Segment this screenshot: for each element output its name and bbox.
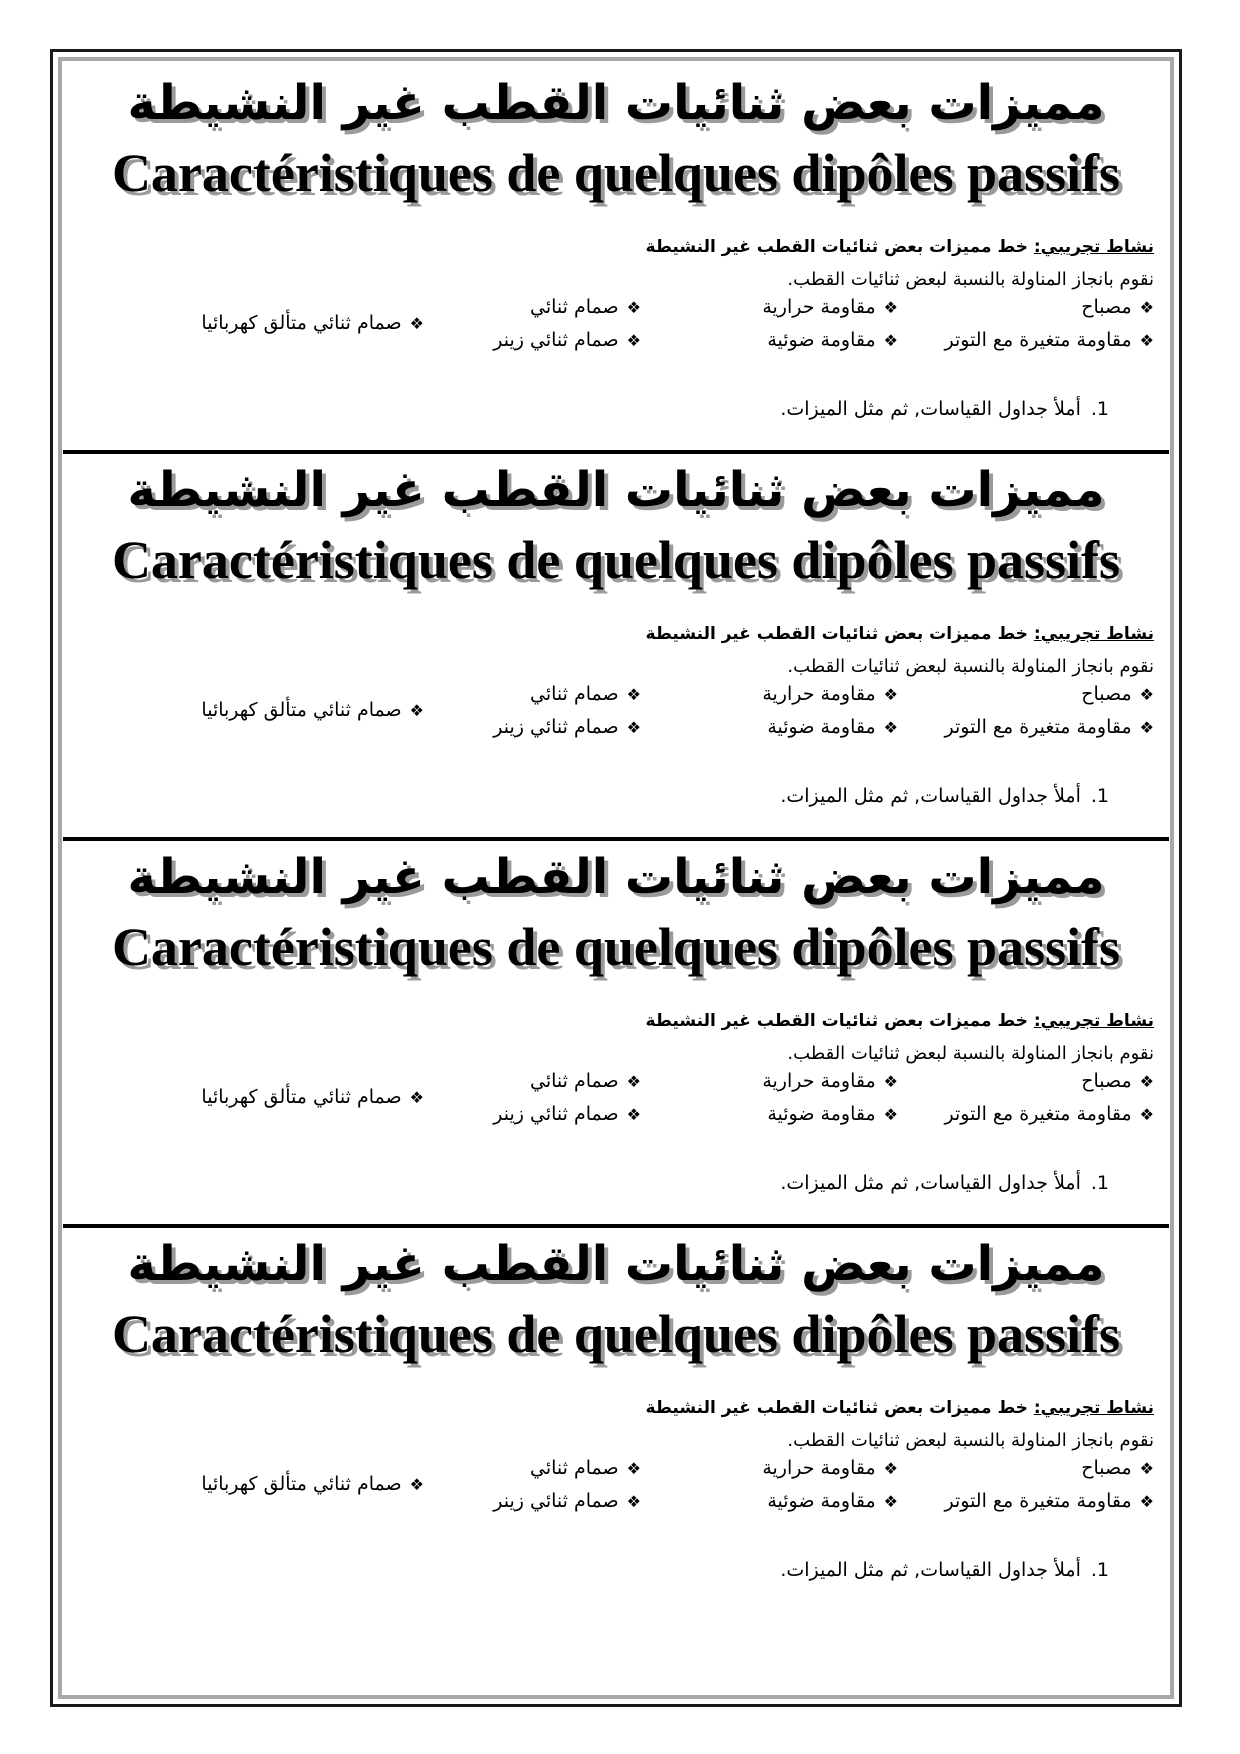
dipole-item-varistor: ❖مقاومة متغيرة مع التوتر bbox=[944, 329, 1154, 351]
dipole-item-lamp: ❖مصباح bbox=[1081, 1457, 1154, 1479]
diamond-bullet-icon: ❖ bbox=[1139, 331, 1154, 350]
activity-line bbox=[646, 1008, 1154, 1034]
step-1 bbox=[780, 1556, 1109, 1584]
activity-line bbox=[646, 234, 1154, 260]
step-1 bbox=[780, 1169, 1109, 1197]
dipole-item-led: ❖صمام ثنائي متألق كهربائيا bbox=[201, 1086, 424, 1108]
activity-text: خط مميزات بعض ثنائيات القطب غير النشيطة bbox=[645, 624, 1034, 644]
step-text: أملأ جداول القياسات, ثم مثل الميزات. bbox=[780, 785, 1081, 807]
step-number: 1. bbox=[1090, 785, 1109, 807]
activity-text: خط مميزات بعض ثنائيات القطب غير النشيطة bbox=[645, 1011, 1034, 1031]
dipole-item-thermistor: ❖مقاومة حرارية bbox=[762, 296, 898, 318]
page-frame bbox=[50, 49, 1182, 1707]
diamond-bullet-icon: ❖ bbox=[883, 1459, 898, 1478]
dipole-item-lamp: ❖مصباح bbox=[1081, 683, 1154, 705]
dipole-item-varistor: ❖مقاومة متغيرة مع التوتر bbox=[944, 1490, 1154, 1512]
diamond-bullet-icon: ❖ bbox=[883, 1072, 898, 1091]
step-number: 1. bbox=[1090, 1172, 1109, 1194]
step-text: أملأ جداول القياسات, ثم مثل الميزات. bbox=[780, 398, 1081, 420]
diamond-bullet-icon: ❖ bbox=[626, 1105, 641, 1124]
dipole-item-lamp: ❖مصباح bbox=[1081, 1070, 1154, 1092]
dipole-item-diode: ❖صمام ثنائي bbox=[530, 1457, 641, 1479]
dipole-item-photoresistor: ❖مقاومة ضوئية bbox=[767, 329, 898, 351]
activity-label: نشاط تجريبي: bbox=[1033, 1011, 1154, 1031]
activity-line bbox=[646, 621, 1154, 647]
dipole-item-zener: ❖صمام ثنائي زينر bbox=[493, 329, 641, 351]
dipole-item-zener: ❖صمام ثنائي زينر bbox=[493, 1103, 641, 1125]
intro-text: نقوم بانجاز المناولة بالنسبة لبعض ثنائيات القطب. bbox=[787, 1043, 1154, 1064]
intro-text: نقوم بانجاز المناولة بالنسبة لبعض ثنائيات القطب. bbox=[787, 269, 1154, 290]
diamond-bullet-icon: ❖ bbox=[626, 685, 641, 704]
dipole-item-thermistor: ❖مقاومة حرارية bbox=[762, 1070, 898, 1092]
diamond-bullet-icon: ❖ bbox=[1139, 298, 1154, 317]
diamond-bullet-icon: ❖ bbox=[883, 685, 898, 704]
title-arabic: مميزات بعض ثنائيات القطب غير النشيطة bbox=[127, 849, 1105, 905]
activity-text: خط مميزات بعض ثنائيات القطب غير النشيطة bbox=[645, 1398, 1034, 1418]
diamond-bullet-icon: ❖ bbox=[883, 331, 898, 350]
diamond-bullet-icon: ❖ bbox=[626, 1459, 641, 1478]
worksheet-block-2 bbox=[63, 454, 1169, 841]
dipole-item-photoresistor: ❖مقاومة ضوئية bbox=[767, 1103, 898, 1125]
diamond-bullet-icon: ❖ bbox=[883, 1492, 898, 1511]
dipole-item-thermistor: ❖مقاومة حرارية bbox=[762, 683, 898, 705]
title-arabic: مميزات بعض ثنائيات القطب غير النشيطة bbox=[127, 1236, 1105, 1292]
diamond-bullet-icon: ❖ bbox=[626, 1492, 641, 1511]
worksheet-block-1 bbox=[63, 67, 1169, 454]
dipole-item-varistor: ❖مقاومة متغيرة مع التوتر bbox=[944, 716, 1154, 738]
step-text: أملأ جداول القياسات, ثم مثل الميزات. bbox=[780, 1172, 1081, 1194]
activity-label: نشاط تجريبي: bbox=[1033, 624, 1154, 644]
intro-text: نقوم بانجاز المناولة بالنسبة لبعض ثنائيات القطب. bbox=[787, 656, 1154, 677]
step-number: 1. bbox=[1090, 398, 1109, 420]
dipole-item-diode: ❖صمام ثنائي bbox=[530, 296, 641, 318]
title-arabic: مميزات بعض ثنائيات القطب غير النشيطة bbox=[127, 462, 1105, 518]
diamond-bullet-icon: ❖ bbox=[1139, 718, 1154, 737]
dipole-item-photoresistor: ❖مقاومة ضوئية bbox=[767, 716, 898, 738]
dipole-item-led: ❖صمام ثنائي متألق كهربائيا bbox=[201, 312, 424, 334]
diamond-bullet-icon: ❖ bbox=[1139, 685, 1154, 704]
title-french: Caractéristiques de quelques dipôles passifs bbox=[111, 917, 1121, 977]
dipole-item-photoresistor: ❖مقاومة ضوئية bbox=[767, 1490, 898, 1512]
diamond-bullet-icon: ❖ bbox=[1139, 1072, 1154, 1091]
diamond-bullet-icon: ❖ bbox=[626, 298, 641, 317]
activity-label: نشاط تجريبي: bbox=[1033, 1398, 1154, 1418]
diamond-bullet-icon: ❖ bbox=[626, 1072, 641, 1091]
step-text: أملأ جداول القياسات, ثم مثل الميزات. bbox=[780, 1559, 1081, 1581]
title-arabic: مميزات بعض ثنائيات القطب غير النشيطة bbox=[127, 75, 1105, 131]
worksheet-block-3 bbox=[63, 841, 1169, 1228]
dipole-item-lamp: ❖مصباح bbox=[1081, 296, 1154, 318]
diamond-bullet-icon: ❖ bbox=[409, 701, 424, 720]
step-number: 1. bbox=[1090, 1559, 1109, 1581]
diamond-bullet-icon: ❖ bbox=[409, 314, 424, 333]
diamond-bullet-icon: ❖ bbox=[626, 331, 641, 350]
dipole-item-led: ❖صمام ثنائي متألق كهربائيا bbox=[201, 699, 424, 721]
dipole-item-led: ❖صمام ثنائي متألق كهربائيا bbox=[201, 1473, 424, 1495]
activity-text: خط مميزات بعض ثنائيات القطب غير النشيطة bbox=[645, 237, 1034, 257]
diamond-bullet-icon: ❖ bbox=[626, 718, 641, 737]
dipole-item-diode: ❖صمام ثنائي bbox=[530, 1070, 641, 1092]
dipole-item-thermistor: ❖مقاومة حرارية bbox=[762, 1457, 898, 1479]
activity-label: نشاط تجريبي: bbox=[1033, 237, 1154, 257]
dipole-item-zener: ❖صمام ثنائي زينر bbox=[493, 1490, 641, 1512]
dipole-item-zener: ❖صمام ثنائي زينر bbox=[493, 716, 641, 738]
dipole-item-varistor: ❖مقاومة متغيرة مع التوتر bbox=[944, 1103, 1154, 1125]
step-1 bbox=[780, 782, 1109, 810]
diamond-bullet-icon: ❖ bbox=[1139, 1492, 1154, 1511]
activity-line bbox=[646, 1395, 1154, 1421]
diamond-bullet-icon: ❖ bbox=[883, 718, 898, 737]
diamond-bullet-icon: ❖ bbox=[883, 298, 898, 317]
dipole-item-diode: ❖صمام ثنائي bbox=[530, 683, 641, 705]
diamond-bullet-icon: ❖ bbox=[1139, 1459, 1154, 1478]
step-1 bbox=[780, 395, 1109, 423]
diamond-bullet-icon: ❖ bbox=[1139, 1105, 1154, 1124]
diamond-bullet-icon: ❖ bbox=[409, 1475, 424, 1494]
intro-text: نقوم بانجاز المناولة بالنسبة لبعض ثنائيات القطب. bbox=[787, 1430, 1154, 1451]
title-french: Caractéristiques de quelques dipôles passifs bbox=[111, 1304, 1121, 1364]
worksheet-block-4 bbox=[63, 1228, 1169, 1615]
diamond-bullet-icon: ❖ bbox=[883, 1105, 898, 1124]
diamond-bullet-icon: ❖ bbox=[409, 1088, 424, 1107]
title-french: Caractéristiques de quelques dipôles passifs bbox=[111, 143, 1121, 203]
title-french: Caractéristiques de quelques dipôles passifs bbox=[111, 530, 1121, 590]
